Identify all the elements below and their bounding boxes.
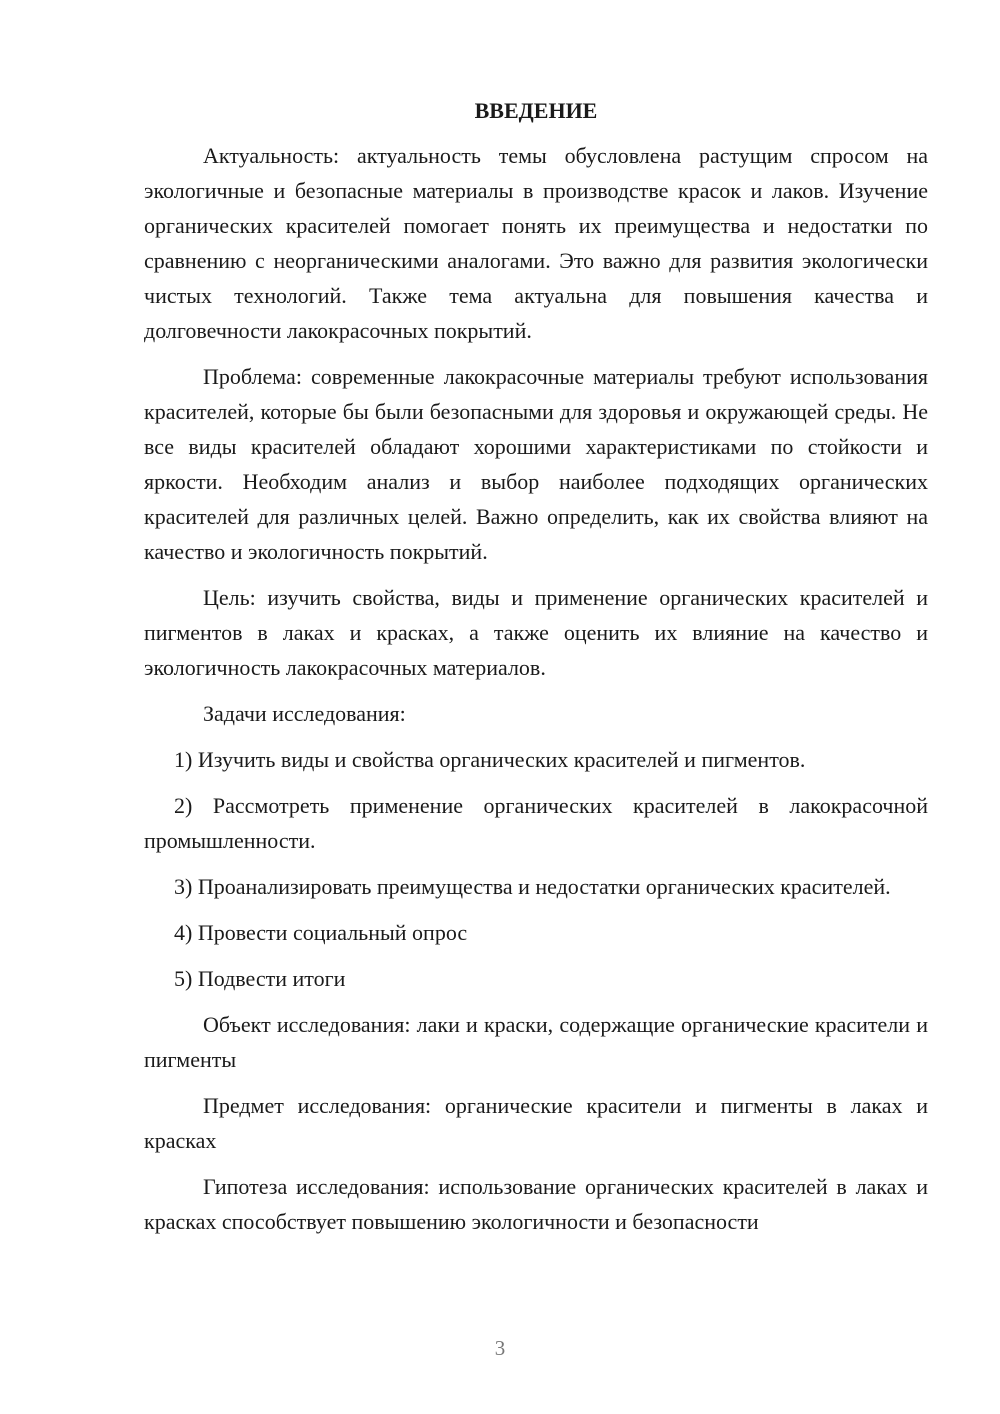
task-item: 5) Подвести итоги: [174, 966, 346, 991]
task-item: 2) Рассмотреть применение органических красителей в лакокрасочной промышленности.: [144, 793, 928, 853]
paragraph-tasks-heading: Задачи исследования:: [203, 701, 406, 726]
page-number: 3: [494, 1336, 506, 1360]
paragraph-relevance: Актуальность: актуальность темы обусловлена растущим спросом на экологичные и безопасные материалы в производстве красок и лаков. Изучение органических красителей помогает понять их преимущества и недостатки по сравнению с неорганическими аналогами. Это важно для развития экологически чистых технологий. Также тема актуальна для повышения качества и долговечности лакокрасочных покрытий.: [144, 143, 928, 343]
task-item: 3) Проанализировать преимущества и недостатки органических красителей.: [174, 874, 891, 899]
paragraph-hypothesis: Гипотеза исследования: использование органических красителей в лаках и красках способствует повышению экологичности и безопасности: [144, 1174, 928, 1234]
document-page: [144, 96, 928, 1250]
paragraph-object: Объект исследования: лаки и краски, содержащие органические красители и пигменты: [144, 1012, 928, 1072]
paragraph-problem: Проблема: современные лакокрасочные материалы требуют использования красителей, которые бы были безопасными для здоровья и окружающей среды. Не все виды красителей обладают хорошими характеристиками по стойкости и яркости. Необходим анализ и выбор наиболее подходящих органических красителей для различных целей. Важно определить, как их свойства влияют на качество и экологичность покрытий.: [144, 364, 928, 564]
paragraph-subject: Предмет исследования: органические красители и пигменты в лаках и красках: [144, 1093, 928, 1153]
paragraph-goal: Цель: изучить свойства, виды и применение органических красителей и пигментов в лаках и красках, а также оценить их влияние на качество и экологичность лакокрасочных материалов.: [144, 585, 928, 680]
task-item: 1) Изучить виды и свойства органических красителей и пигментов.: [174, 747, 806, 772]
task-item: 4) Провести социальный опрос: [174, 920, 468, 945]
section-title: ВВЕДЕНИЕ: [474, 98, 598, 123]
